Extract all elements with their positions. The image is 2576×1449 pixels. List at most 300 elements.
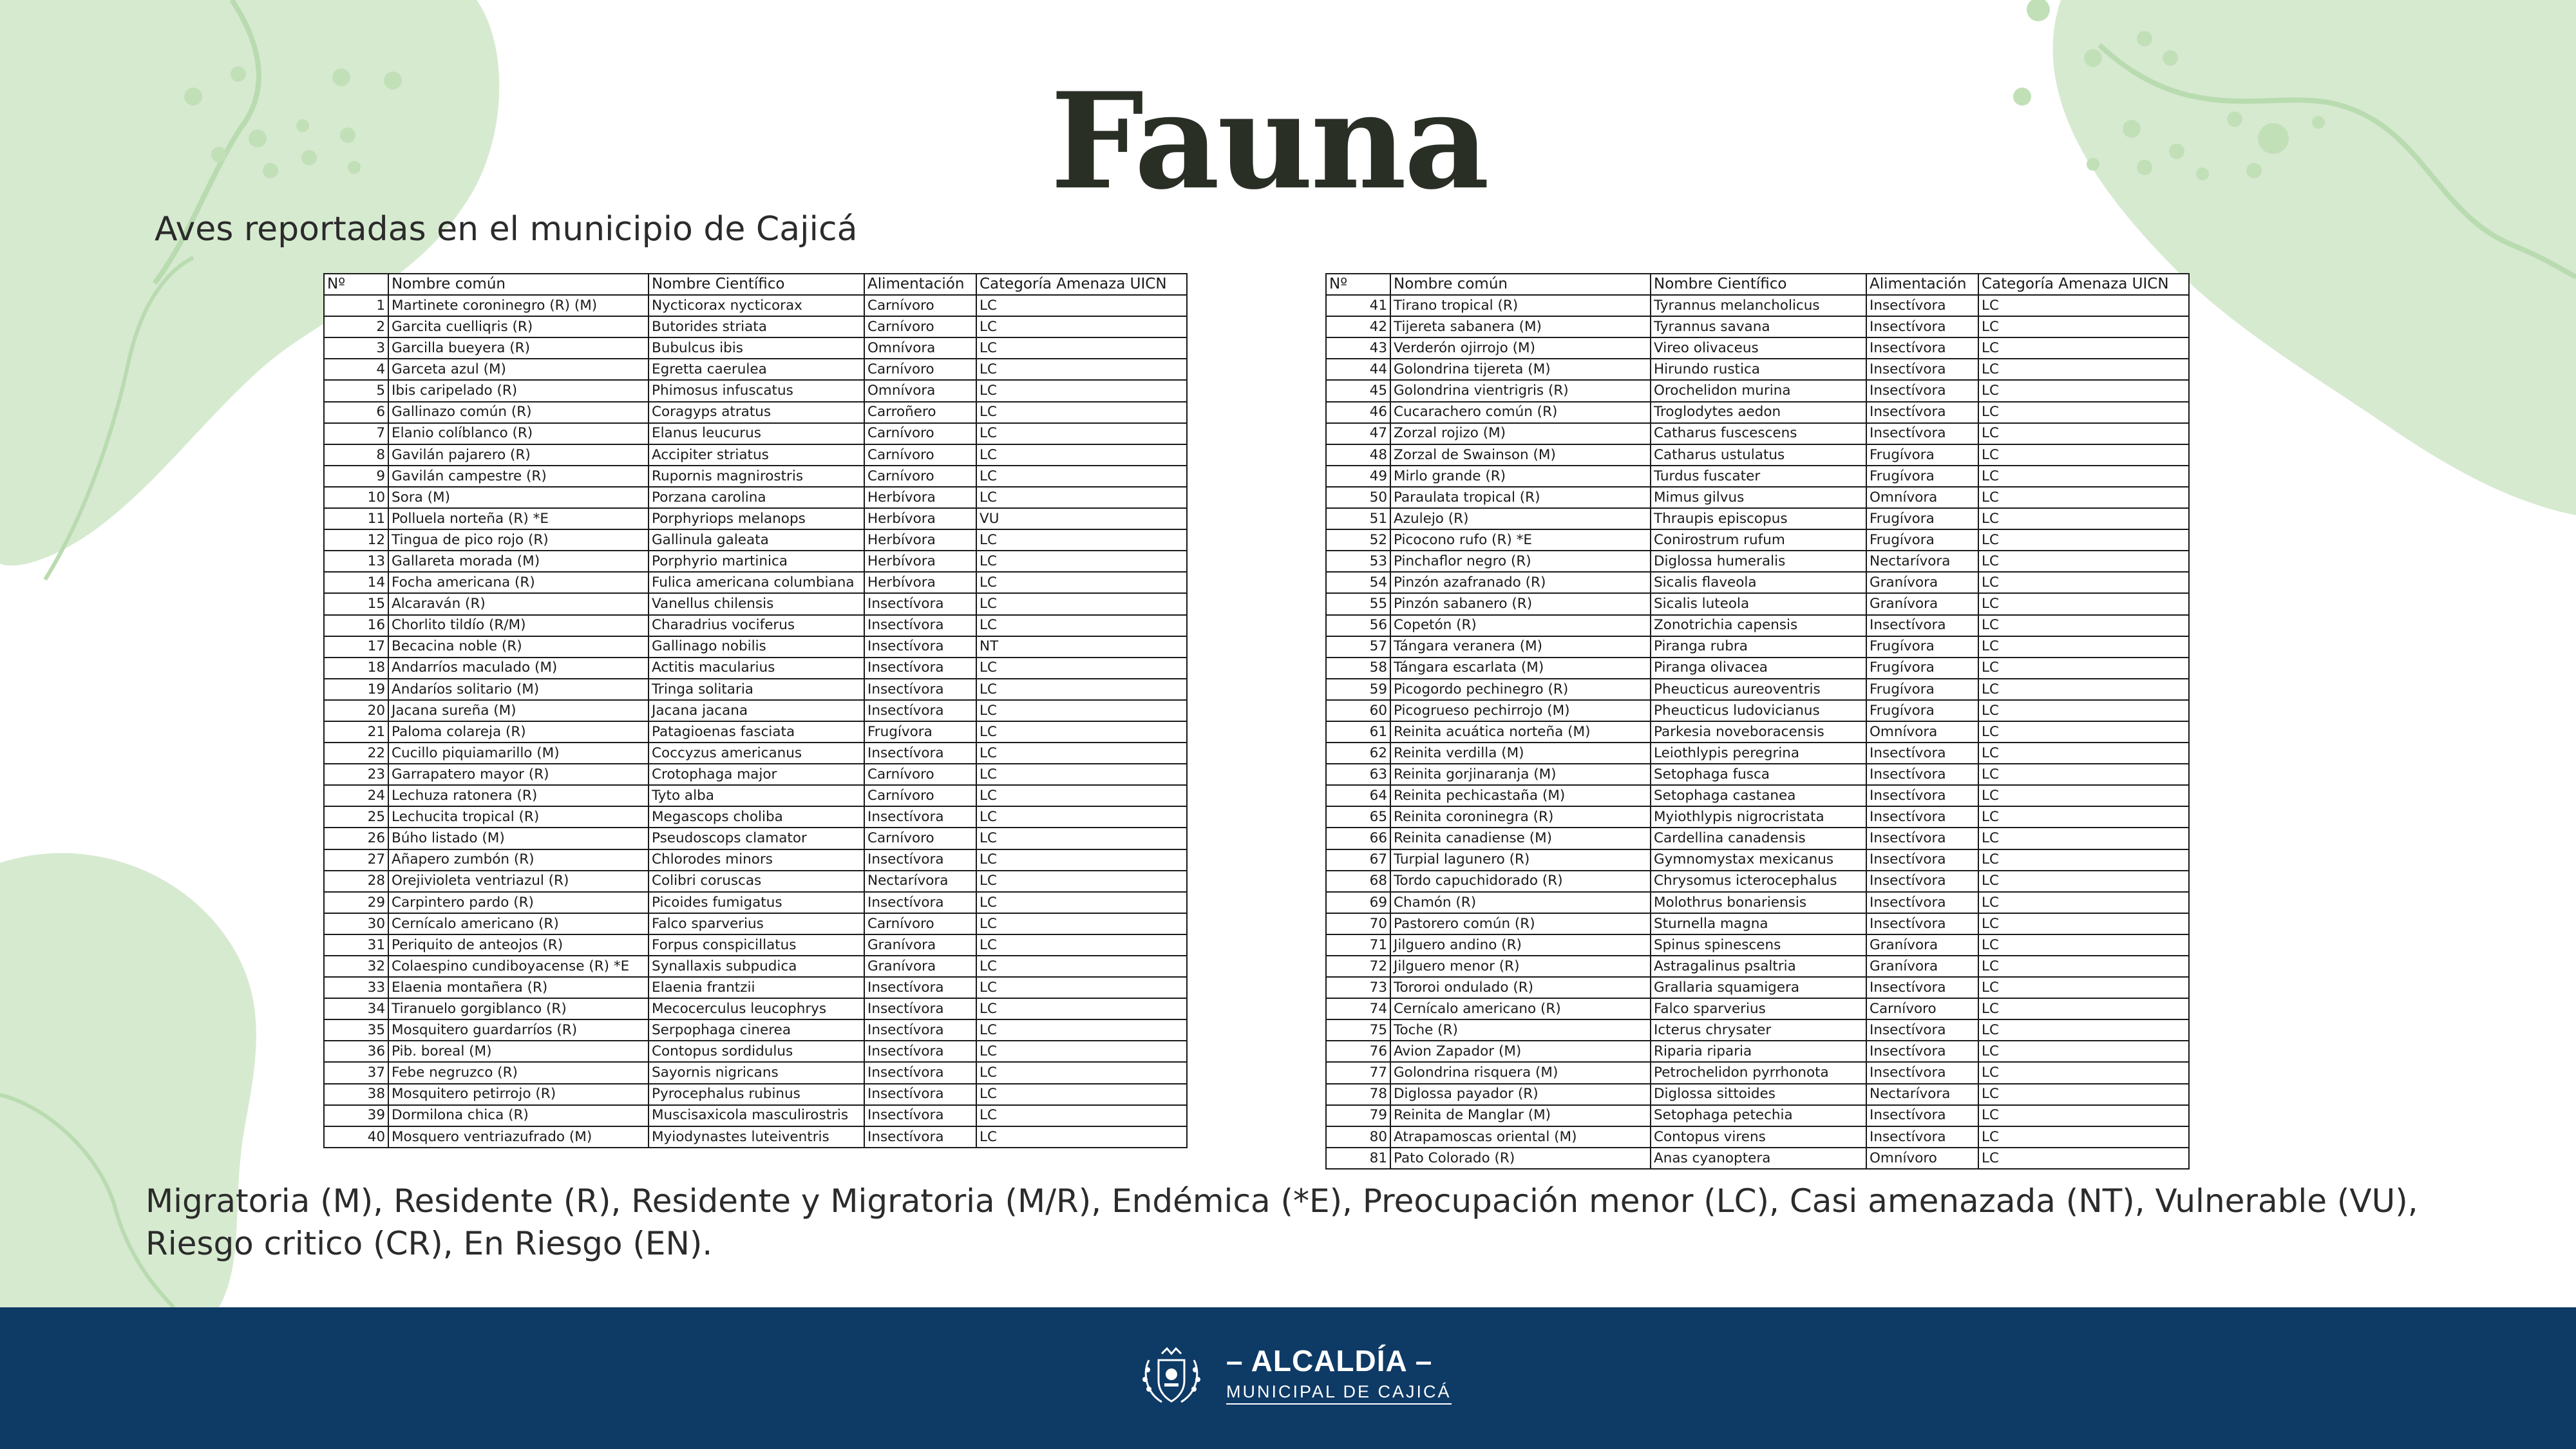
cell-iucn-category: LC bbox=[1978, 295, 2189, 316]
cell-iucn-category: LC bbox=[976, 1019, 1187, 1041]
table-row bbox=[1326, 679, 2189, 700]
cell-scientific-name: Colibri coruscas bbox=[649, 871, 864, 892]
cell-diet: Carnívoro bbox=[864, 423, 976, 444]
bird-table-left bbox=[323, 273, 1188, 1148]
cell-common-name: Chamón (R) bbox=[1390, 892, 1651, 913]
cell-number: 51 bbox=[1326, 508, 1390, 529]
cell-scientific-name: Mecocerculus leucophrys bbox=[649, 998, 864, 1019]
cell-common-name: Mosquitero petirrojo (R) bbox=[388, 1084, 649, 1105]
cell-diet: Insectívora bbox=[864, 743, 976, 764]
cell-diet: Carnívoro bbox=[864, 785, 976, 806]
cell-number: 11 bbox=[324, 508, 388, 529]
cell-iucn-category: LC bbox=[1978, 529, 2189, 551]
cell-diet: Herbívora bbox=[864, 551, 976, 572]
cell-iucn-category: NT bbox=[976, 636, 1187, 658]
cell-number: 79 bbox=[1326, 1105, 1390, 1126]
cell-scientific-name: Pseudoscops clamator bbox=[649, 828, 864, 849]
cell-number: 75 bbox=[1326, 1019, 1390, 1041]
cell-common-name: Cernícalo americano (R) bbox=[1390, 998, 1651, 1019]
cell-number: 5 bbox=[324, 380, 388, 401]
cell-scientific-name: Tyrannus savana bbox=[1651, 316, 1866, 337]
cell-diet: Insectívora bbox=[864, 1062, 976, 1083]
table-row bbox=[324, 1126, 1187, 1148]
cell-diet: Insectívora bbox=[864, 679, 976, 700]
cell-scientific-name: Zonotrichia capensis bbox=[1651, 615, 1866, 636]
table-row bbox=[324, 806, 1187, 828]
cell-number: 7 bbox=[324, 423, 388, 444]
cell-number: 34 bbox=[324, 998, 388, 1019]
cell-common-name: Cucillo piquiamarillo (M) bbox=[388, 743, 649, 764]
cell-diet: Insectívora bbox=[1866, 615, 1978, 636]
cell-diet: Insectívora bbox=[864, 806, 976, 828]
cell-common-name: Becacina noble (R) bbox=[388, 636, 649, 658]
table-row bbox=[1326, 295, 2189, 316]
cell-diet: Insectívora bbox=[864, 593, 976, 614]
cell-scientific-name: Muscisaxicola masculirostris bbox=[649, 1105, 864, 1126]
cell-scientific-name: Catharus fuscescens bbox=[1651, 423, 1866, 444]
cell-diet: Insectívora bbox=[1866, 743, 1978, 764]
cell-number: 63 bbox=[1326, 764, 1390, 785]
cell-scientific-name: Sturnella magna bbox=[1651, 913, 1866, 934]
cell-number: 32 bbox=[324, 956, 388, 977]
table-row bbox=[1326, 1084, 2189, 1105]
cell-scientific-name: Contopus sordidulus bbox=[649, 1041, 864, 1062]
cell-number: 17 bbox=[324, 636, 388, 658]
cell-scientific-name: Falco sparverius bbox=[649, 913, 864, 934]
cell-number: 37 bbox=[324, 1062, 388, 1083]
cell-iucn-category: LC bbox=[976, 295, 1187, 316]
cell-common-name: Sora (M) bbox=[388, 487, 649, 508]
table-row bbox=[324, 551, 1187, 572]
cell-scientific-name: Forpus conspicillatus bbox=[649, 934, 864, 956]
cell-diet: Omnívora bbox=[864, 337, 976, 359]
cell-diet: Nectarívora bbox=[864, 871, 976, 892]
table-row bbox=[1326, 871, 2189, 892]
cell-iucn-category: LC bbox=[976, 679, 1187, 700]
cell-diet: Nectarívora bbox=[1866, 1084, 1978, 1105]
cell-diet: Omnívora bbox=[1866, 721, 1978, 743]
cell-diet: Insectívora bbox=[1866, 871, 1978, 892]
cell-number: 28 bbox=[324, 871, 388, 892]
col-header-number: Nº bbox=[324, 274, 388, 295]
cell-common-name: Tordo capuchidorado (R) bbox=[1390, 871, 1651, 892]
cell-scientific-name: Anas cyanoptera bbox=[1651, 1148, 1866, 1169]
cell-number: 66 bbox=[1326, 828, 1390, 849]
cell-scientific-name: Butorides striata bbox=[649, 316, 864, 337]
cell-number: 74 bbox=[1326, 998, 1390, 1019]
cell-common-name: Polluela norteña (R) *E bbox=[388, 508, 649, 529]
cell-iucn-category: LC bbox=[976, 743, 1187, 764]
cell-diet: Insectívora bbox=[1866, 1105, 1978, 1126]
cell-scientific-name: Chlorodes minors bbox=[649, 849, 864, 871]
cell-iucn-category: LC bbox=[976, 466, 1187, 487]
cell-iucn-category: LC bbox=[976, 572, 1187, 593]
cell-common-name: Garcilla bueyera (R) bbox=[388, 337, 649, 359]
table-row bbox=[1326, 658, 2189, 679]
cell-scientific-name: Diglossa humeralis bbox=[1651, 551, 1866, 572]
cell-iucn-category: LC bbox=[976, 380, 1187, 401]
cell-iucn-category: LC bbox=[1978, 721, 2189, 743]
cell-common-name: Reinita gorjinaranja (M) bbox=[1390, 764, 1651, 785]
cell-common-name: Reinita acuática norteña (M) bbox=[1390, 721, 1651, 743]
cell-common-name: Golondrina tijereta (M) bbox=[1390, 359, 1651, 380]
table-row bbox=[324, 444, 1187, 466]
table-row bbox=[1326, 572, 2189, 593]
table-row bbox=[1326, 998, 2189, 1019]
table-row bbox=[324, 1062, 1187, 1083]
cell-diet: Herbívora bbox=[864, 572, 976, 593]
cell-iucn-category: LC bbox=[976, 828, 1187, 849]
cell-diet: Insectívora bbox=[864, 849, 976, 871]
cell-iucn-category: LC bbox=[1978, 679, 2189, 700]
cell-diet: Granívora bbox=[864, 956, 976, 977]
cell-scientific-name: Elaenia frantzii bbox=[649, 977, 864, 998]
cell-number: 21 bbox=[324, 721, 388, 743]
cell-scientific-name: Myiothlypis nigrocristata bbox=[1651, 806, 1866, 828]
cell-common-name: Reinita canadiense (M) bbox=[1390, 828, 1651, 849]
cell-diet: Carnívoro bbox=[864, 764, 976, 785]
cell-number: 8 bbox=[324, 444, 388, 466]
cell-diet: Frugívora bbox=[1866, 636, 1978, 658]
table-header-row bbox=[1326, 274, 2189, 295]
cell-scientific-name: Hirundo rustica bbox=[1651, 359, 1866, 380]
cell-iucn-category: LC bbox=[976, 402, 1187, 423]
cell-common-name: Elanio colíblanco (R) bbox=[388, 423, 649, 444]
cell-iucn-category: LC bbox=[976, 423, 1187, 444]
cell-diet: Insectívora bbox=[1866, 913, 1978, 934]
cell-diet: Frugívora bbox=[1866, 679, 1978, 700]
cell-iucn-category: LC bbox=[976, 658, 1187, 679]
cell-scientific-name: Orochelidon murina bbox=[1651, 380, 1866, 401]
cell-scientific-name: Tyto alba bbox=[649, 785, 864, 806]
cell-diet: Insectívora bbox=[1866, 806, 1978, 828]
table-row bbox=[324, 913, 1187, 934]
cell-diet: Omnívoro bbox=[1866, 1148, 1978, 1169]
cell-common-name: Picogordo pechinegro (R) bbox=[1390, 679, 1651, 700]
cell-scientific-name: Catharus ustulatus bbox=[1651, 444, 1866, 466]
cell-iucn-category: LC bbox=[1978, 764, 2189, 785]
bird-table-left-body bbox=[324, 295, 1187, 1148]
cell-scientific-name: Petrochelidon pyrrhonota bbox=[1651, 1062, 1866, 1083]
cell-number: 48 bbox=[1326, 444, 1390, 466]
cell-diet: Frugívora bbox=[1866, 508, 1978, 529]
cell-number: 78 bbox=[1326, 1084, 1390, 1105]
col-header-scientific-name: Nombre Científico bbox=[1651, 274, 1866, 295]
cell-scientific-name: Gymnomystax mexicanus bbox=[1651, 849, 1866, 871]
cell-diet: Insectívora bbox=[1866, 1126, 1978, 1148]
cell-iucn-category: LC bbox=[1978, 380, 2189, 401]
cell-number: 52 bbox=[1326, 529, 1390, 551]
cell-diet: Granívora bbox=[1866, 572, 1978, 593]
cell-iucn-category: LC bbox=[1978, 1084, 2189, 1105]
cell-number: 3 bbox=[324, 337, 388, 359]
page-subtitle: Aves reportadas en el municipio de Cajicá bbox=[155, 210, 858, 249]
cell-iucn-category: LC bbox=[976, 1084, 1187, 1105]
cell-diet: Insectívora bbox=[1866, 1019, 1978, 1041]
cell-common-name: Tángara veranera (M) bbox=[1390, 636, 1651, 658]
cell-common-name: Andaríos solitario (M) bbox=[388, 679, 649, 700]
cell-common-name: Gavilán pajarero (R) bbox=[388, 444, 649, 466]
cell-number: 62 bbox=[1326, 743, 1390, 764]
cell-common-name: Dormilona chica (R) bbox=[388, 1105, 649, 1126]
cell-iucn-category: LC bbox=[1978, 615, 2189, 636]
cell-scientific-name: Tyrannus melancholicus bbox=[1651, 295, 1866, 316]
cell-iucn-category: LC bbox=[1978, 658, 2189, 679]
table-row bbox=[1326, 913, 2189, 934]
cell-number: 25 bbox=[324, 806, 388, 828]
cell-number: 49 bbox=[1326, 466, 1390, 487]
table-row bbox=[1326, 1105, 2189, 1126]
table-row bbox=[1326, 743, 2189, 764]
cell-common-name: Pastorero común (R) bbox=[1390, 913, 1651, 934]
cell-number: 69 bbox=[1326, 892, 1390, 913]
cell-number: 38 bbox=[324, 1084, 388, 1105]
table-row bbox=[324, 849, 1187, 871]
cell-number: 71 bbox=[1326, 934, 1390, 956]
cell-diet: Herbívora bbox=[864, 529, 976, 551]
table-row bbox=[1326, 508, 2189, 529]
cell-iucn-category: LC bbox=[1978, 1062, 2189, 1083]
cell-scientific-name: Coccyzus americanus bbox=[649, 743, 864, 764]
cell-diet: Granívora bbox=[864, 934, 976, 956]
cell-scientific-name: Picoides fumigatus bbox=[649, 892, 864, 913]
cell-scientific-name: Actitis macularius bbox=[649, 658, 864, 679]
cell-number: 16 bbox=[324, 615, 388, 636]
cell-scientific-name: Sayornis nigricans bbox=[649, 1062, 864, 1083]
cell-scientific-name: Spinus spinescens bbox=[1651, 934, 1866, 956]
cell-common-name: Añapero zumbón (R) bbox=[388, 849, 649, 871]
cell-number: 46 bbox=[1326, 402, 1390, 423]
cell-number: 57 bbox=[1326, 636, 1390, 658]
cell-diet: Carnívoro bbox=[864, 913, 976, 934]
cell-iucn-category: LC bbox=[1978, 444, 2189, 466]
cell-iucn-category: LC bbox=[976, 615, 1187, 636]
cell-common-name: Reinita verdilla (M) bbox=[1390, 743, 1651, 764]
cell-scientific-name: Thraupis episcopus bbox=[1651, 508, 1866, 529]
cell-number: 35 bbox=[324, 1019, 388, 1041]
cell-iucn-category: LC bbox=[1978, 466, 2189, 487]
cell-iucn-category: LC bbox=[976, 956, 1187, 977]
cell-iucn-category: LC bbox=[976, 359, 1187, 380]
cell-iucn-category: LC bbox=[976, 1105, 1187, 1126]
cell-iucn-category: LC bbox=[1978, 892, 2189, 913]
table-row bbox=[1326, 806, 2189, 828]
table-row bbox=[1326, 316, 2189, 337]
cell-common-name: Búho listado (M) bbox=[388, 828, 649, 849]
cell-diet: Insectívora bbox=[1866, 423, 1978, 444]
cell-number: 45 bbox=[1326, 380, 1390, 401]
cell-diet: Frugívora bbox=[1866, 466, 1978, 487]
cell-number: 65 bbox=[1326, 806, 1390, 828]
cell-iucn-category: LC bbox=[976, 444, 1187, 466]
brand-subtitle: MUNICIPAL DE CAJICÁ bbox=[1226, 1382, 1452, 1405]
col-header-common-name: Nombre común bbox=[388, 274, 649, 295]
cell-diet: Insectívora bbox=[864, 658, 976, 679]
table-row bbox=[324, 380, 1187, 401]
cell-iucn-category: VU bbox=[976, 508, 1187, 529]
cell-common-name: Mirlo grande (R) bbox=[1390, 466, 1651, 487]
cell-number: 76 bbox=[1326, 1041, 1390, 1062]
cell-iucn-category: LC bbox=[1978, 487, 2189, 508]
cell-diet: Insectívora bbox=[1866, 380, 1978, 401]
cell-diet: Insectívora bbox=[864, 1084, 976, 1105]
cell-common-name: Gallinazo común (R) bbox=[388, 402, 649, 423]
table-row bbox=[1326, 529, 2189, 551]
cell-common-name: Pato Colorado (R) bbox=[1390, 1148, 1651, 1169]
table-row bbox=[324, 402, 1187, 423]
table-row bbox=[324, 998, 1187, 1019]
cell-number: 4 bbox=[324, 359, 388, 380]
cell-diet: Insectívora bbox=[1866, 764, 1978, 785]
table-row bbox=[1326, 466, 2189, 487]
cell-number: 40 bbox=[324, 1126, 388, 1148]
cell-common-name: Diglossa payador (R) bbox=[1390, 1084, 1651, 1105]
cell-number: 64 bbox=[1326, 785, 1390, 806]
cell-iucn-category: LC bbox=[1978, 508, 2189, 529]
cell-number: 23 bbox=[324, 764, 388, 785]
cell-iucn-category: LC bbox=[976, 785, 1187, 806]
cell-common-name: Jilguero menor (R) bbox=[1390, 956, 1651, 977]
table-row bbox=[324, 743, 1187, 764]
cell-common-name: Tingua de pico rojo (R) bbox=[388, 529, 649, 551]
cell-common-name: Mosquero ventriazufrado (M) bbox=[388, 1126, 649, 1148]
cell-diet: Insectívora bbox=[1866, 316, 1978, 337]
cell-number: 27 bbox=[324, 849, 388, 871]
cell-number: 10 bbox=[324, 487, 388, 508]
cell-iucn-category: LC bbox=[976, 1126, 1187, 1148]
table-row bbox=[1326, 721, 2189, 743]
cell-number: 61 bbox=[1326, 721, 1390, 743]
cell-iucn-category: LC bbox=[1978, 828, 2189, 849]
table-row bbox=[1326, 1126, 2189, 1148]
cell-iucn-category: LC bbox=[1978, 806, 2189, 828]
cell-diet: Insectívora bbox=[864, 1105, 976, 1126]
table-row bbox=[1326, 423, 2189, 444]
table-row bbox=[324, 700, 1187, 721]
abbreviation-legend: Migratoria (M), Residente (R), Residente y Migratoria (M/R), Endémica (*E), Preocupación menor (LC), Casi amenazada (NT), Vulnerable (VU), Riesgo critico (CR), En Riesgo (EN). bbox=[146, 1182, 2418, 1262]
table-row bbox=[324, 508, 1187, 529]
cell-iucn-category: LC bbox=[1978, 337, 2189, 359]
cell-scientific-name: Troglodytes aedon bbox=[1651, 402, 1866, 423]
cell-diet: Insectívora bbox=[864, 1019, 976, 1041]
cell-scientific-name: Molothrus bonariensis bbox=[1651, 892, 1866, 913]
cell-scientific-name: Jacana jacana bbox=[649, 700, 864, 721]
cell-scientific-name: Megascops choliba bbox=[649, 806, 864, 828]
cell-iucn-category: LC bbox=[976, 934, 1187, 956]
cell-common-name: Tirano tropical (R) bbox=[1390, 295, 1651, 316]
cell-iucn-category: LC bbox=[1978, 402, 2189, 423]
cell-number: 56 bbox=[1326, 615, 1390, 636]
cell-common-name: Mosquitero guardarríos (R) bbox=[388, 1019, 649, 1041]
cell-diet: Insectívora bbox=[864, 892, 976, 913]
col-header-iucn-category: Categoría Amenaza UICN bbox=[976, 274, 1187, 295]
cell-scientific-name: Leiothlypis peregrina bbox=[1651, 743, 1866, 764]
cell-number: 33 bbox=[324, 977, 388, 998]
cell-iucn-category: LC bbox=[976, 487, 1187, 508]
cell-number: 31 bbox=[324, 934, 388, 956]
cell-scientific-name: Mimus gilvus bbox=[1651, 487, 1866, 508]
cell-diet: Insectívora bbox=[1866, 977, 1978, 998]
cell-scientific-name: Fulica americana columbiana bbox=[649, 572, 864, 593]
cell-scientific-name: Setophaga petechia bbox=[1651, 1105, 1866, 1126]
table-row bbox=[1326, 977, 2189, 998]
table-row bbox=[324, 977, 1187, 998]
cell-diet: Carnívoro bbox=[864, 466, 976, 487]
cell-diet: Frugívora bbox=[1866, 444, 1978, 466]
cell-common-name: Focha americana (R) bbox=[388, 572, 649, 593]
cell-iucn-category: LC bbox=[1978, 871, 2189, 892]
cell-number: 55 bbox=[1326, 593, 1390, 614]
cell-scientific-name: Falco sparverius bbox=[1651, 998, 1866, 1019]
cell-diet: Herbívora bbox=[864, 508, 976, 529]
table-row bbox=[1326, 359, 2189, 380]
cell-common-name: Zorzal rojizo (M) bbox=[1390, 423, 1651, 444]
cell-iucn-category: LC bbox=[1978, 743, 2189, 764]
cell-scientific-name: Elanus leucurus bbox=[649, 423, 864, 444]
cell-diet: Insectívora bbox=[864, 615, 976, 636]
cell-diet: Insectívora bbox=[864, 998, 976, 1019]
table-row bbox=[324, 423, 1187, 444]
table-row bbox=[324, 1019, 1187, 1041]
table-row bbox=[324, 785, 1187, 806]
cell-scientific-name: Turdus fuscater bbox=[1651, 466, 1866, 487]
cell-iucn-category: LC bbox=[976, 871, 1187, 892]
table-row bbox=[324, 679, 1187, 700]
cell-scientific-name: Pheucticus aureoventris bbox=[1651, 679, 1866, 700]
cell-iucn-category: LC bbox=[1978, 934, 2189, 956]
table-row bbox=[324, 1041, 1187, 1062]
cell-common-name: Gavilán campestre (R) bbox=[388, 466, 649, 487]
cell-scientific-name: Conirostrum rufum bbox=[1651, 529, 1866, 551]
cell-scientific-name: Pyrocephalus rubinus bbox=[649, 1084, 864, 1105]
cell-scientific-name: Rupornis magnirostris bbox=[649, 466, 864, 487]
cell-scientific-name: Parkesia noveboracensis bbox=[1651, 721, 1866, 743]
cell-scientific-name: Egretta caerulea bbox=[649, 359, 864, 380]
cell-iucn-category: LC bbox=[1978, 1148, 2189, 1169]
cell-diet: Carnívoro bbox=[864, 359, 976, 380]
brand-name: – ALCALDÍA – bbox=[1226, 1344, 1433, 1378]
cell-iucn-category: LC bbox=[976, 721, 1187, 743]
cell-diet: Frugívora bbox=[1866, 658, 1978, 679]
cell-iucn-category: LC bbox=[1978, 572, 2189, 593]
cell-common-name: Reinita pechicastaña (M) bbox=[1390, 785, 1651, 806]
cell-iucn-category: LC bbox=[1978, 1105, 2189, 1126]
table-row bbox=[324, 466, 1187, 487]
col-header-number: Nº bbox=[1326, 274, 1390, 295]
cell-scientific-name: Synallaxis subpudica bbox=[649, 956, 864, 977]
cell-common-name: Lechucita tropical (R) bbox=[388, 806, 649, 828]
cell-iucn-category: LC bbox=[976, 913, 1187, 934]
table-row bbox=[1326, 785, 2189, 806]
cell-scientific-name: Coragyps atratus bbox=[649, 402, 864, 423]
cell-iucn-category: LC bbox=[1978, 359, 2189, 380]
cell-number: 6 bbox=[324, 402, 388, 423]
cell-scientific-name: Contopus virens bbox=[1651, 1126, 1866, 1148]
cajica-crest-icon bbox=[1136, 1341, 1207, 1412]
col-header-scientific-name: Nombre Científico bbox=[649, 274, 864, 295]
table-row bbox=[324, 892, 1187, 913]
cell-number: 44 bbox=[1326, 359, 1390, 380]
cell-number: 36 bbox=[324, 1041, 388, 1062]
cell-number: 60 bbox=[1326, 700, 1390, 721]
cell-number: 80 bbox=[1326, 1126, 1390, 1148]
table-row bbox=[1326, 700, 2189, 721]
cell-common-name: Golondrina vientrigris (R) bbox=[1390, 380, 1651, 401]
cell-common-name: Pinzón azafranado (R) bbox=[1390, 572, 1651, 593]
cell-iucn-category: LC bbox=[976, 593, 1187, 614]
cell-common-name: Atrapamoscas oriental (M) bbox=[1390, 1126, 1651, 1148]
cell-common-name: Turpial lagunero (R) bbox=[1390, 849, 1651, 871]
